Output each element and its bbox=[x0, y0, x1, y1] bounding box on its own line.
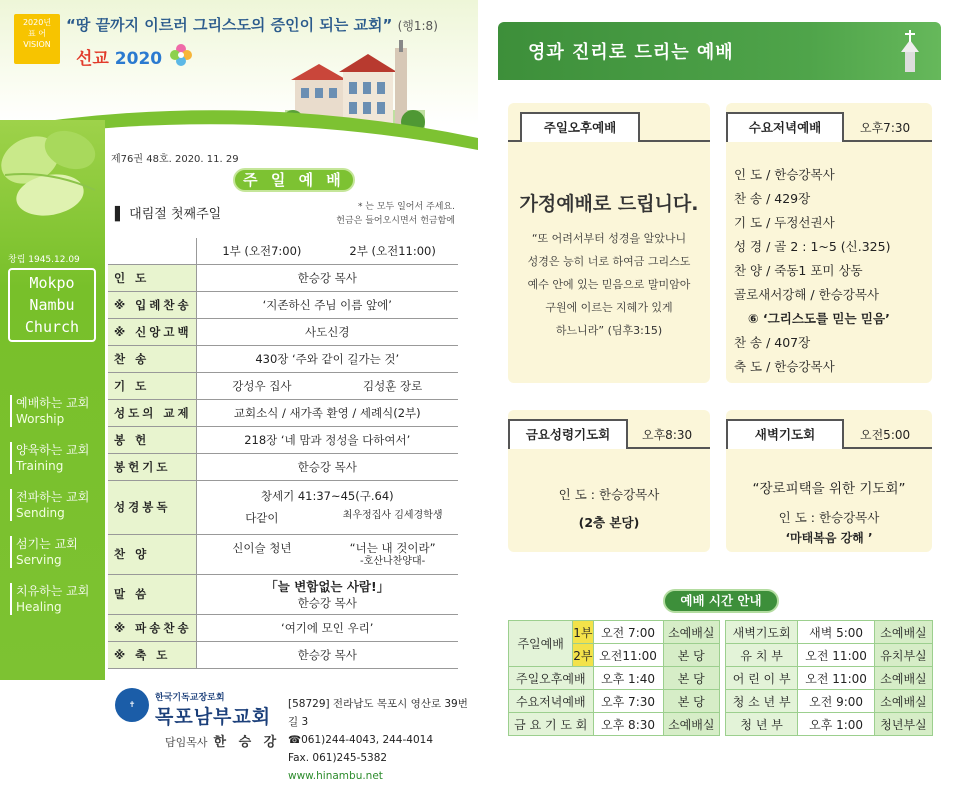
schedule-time: 오후 8:30 bbox=[593, 713, 663, 736]
order-label: 찬 송 bbox=[108, 345, 196, 372]
pastor-name: 한 승 강 bbox=[213, 735, 281, 750]
address: [58729] 전라남도 목포시 영산로 39번길 3 bbox=[288, 698, 468, 728]
schedule-time: 오전 11:00 bbox=[798, 644, 875, 667]
order-label: ※ 입례찬송 bbox=[108, 291, 196, 318]
fax: Fax. 061)245-5382 bbox=[288, 752, 388, 764]
schedule-service: 청 소 년 부 bbox=[726, 690, 798, 713]
order-row bbox=[108, 534, 458, 574]
order-value-first: 신이슬 청년 bbox=[232, 541, 292, 555]
order-row bbox=[108, 641, 458, 668]
schedule-time: 오전 7:00 bbox=[593, 621, 663, 644]
denomination-name: 한국기독교장로회 bbox=[155, 693, 225, 703]
card-time: 오전5:00 bbox=[860, 428, 911, 442]
schedule-service: 유 치 부 bbox=[726, 644, 798, 667]
motto-reference: (행1:8) bbox=[397, 19, 438, 33]
choir-info bbox=[327, 540, 458, 568]
schedule-place: 소예배실 bbox=[874, 621, 932, 644]
schedule-place: 본 당 bbox=[663, 690, 719, 713]
schedule-sub: 2부 bbox=[573, 644, 593, 667]
schedule-row bbox=[726, 713, 933, 736]
scripture-reference: 창세기 41:37~45(구.64) bbox=[260, 489, 394, 503]
schedule-row bbox=[509, 713, 720, 736]
website-link[interactable]: www.hinambu.net bbox=[288, 770, 383, 782]
vision-item-ko: 치유하는 교회 bbox=[16, 584, 90, 598]
order-value: 한승강 목사 bbox=[196, 641, 458, 668]
service-detail: 찬 양 / 죽동1 포미 상동 bbox=[734, 263, 863, 278]
schedule-service: 어 린 이 부 bbox=[726, 667, 798, 690]
mission-word: 선교 bbox=[76, 49, 109, 69]
second-service-col: 2부 (오전11:00) bbox=[349, 243, 436, 258]
service-detail: 성 경 / 골 2 : 1~5 (신.325) bbox=[734, 239, 891, 254]
banner-title: 영과 진리로 드리는 예배 bbox=[528, 42, 734, 63]
order-value: ‘지존하신 주님 이름 앞에’ bbox=[196, 291, 458, 318]
prayer-leader: 인 도 : 한승강목사 bbox=[778, 510, 880, 525]
order-label: 말 씀 bbox=[108, 574, 196, 614]
founded-date: 창립 1945.12.09 bbox=[8, 255, 80, 265]
order-label: 봉 헌 bbox=[108, 426, 196, 453]
mission-title bbox=[76, 42, 194, 69]
order-row bbox=[108, 345, 458, 372]
wednesday-evening-card bbox=[726, 103, 932, 383]
liturgical-week-text: 대림절 첫째주일 bbox=[129, 207, 222, 222]
order-value: 사도신경 bbox=[196, 318, 458, 345]
schedule-place: 소예배실 bbox=[874, 667, 932, 690]
schedule-row bbox=[509, 690, 720, 713]
order-row bbox=[108, 291, 458, 318]
vision-year: 2020년 bbox=[22, 18, 52, 27]
schedule-row bbox=[726, 621, 933, 644]
order-row bbox=[108, 318, 458, 345]
church-name: 목포남부교회 bbox=[155, 706, 272, 728]
vision-badge bbox=[14, 14, 60, 64]
vision-item-ko: 섬기는 교회 bbox=[16, 537, 78, 551]
schedule-place: 청년부실 bbox=[874, 713, 932, 736]
schedule-table-right bbox=[725, 620, 933, 736]
prayer-location: (2층 본당) bbox=[578, 515, 640, 530]
liturgical-week: ▌ 대림절 첫째주일 bbox=[115, 207, 222, 222]
order-label: ※ 파송찬송 bbox=[108, 614, 196, 641]
friday-prayer-card bbox=[508, 410, 710, 552]
service-detail: 기 도 / 두정선권사 bbox=[734, 215, 835, 230]
contact-info bbox=[288, 695, 478, 785]
home-worship-notice: 가정예배로 드립니다. bbox=[519, 193, 699, 215]
schedule-row bbox=[726, 667, 933, 690]
prayer-theme: “장로피택을 위한 기도회” bbox=[752, 481, 906, 497]
order-value: 교회소식 / 새가족 환영 / 세례식(2부) bbox=[196, 399, 458, 426]
service-detail: 골로새서강해 / 한승강목사 bbox=[734, 287, 879, 302]
schedule-sub: 1부 bbox=[573, 621, 593, 644]
vision-item-en: Serving bbox=[16, 553, 62, 567]
vision-label: 표 어 bbox=[28, 29, 46, 38]
order-value bbox=[196, 372, 458, 399]
anthem-title: “너는 내 것이라” bbox=[349, 541, 436, 555]
sermon-title: 「늘 변함없는 사람!」 bbox=[265, 579, 390, 594]
dawn-prayer-card bbox=[726, 410, 932, 552]
schedule-service: 청 년 부 bbox=[726, 713, 798, 736]
order-value-second: 최우정집사 김세경학생 bbox=[342, 510, 443, 521]
order-header-cols bbox=[196, 238, 458, 264]
standing-note bbox=[330, 200, 455, 228]
denomination-logo: ✝ bbox=[115, 688, 149, 722]
service-title: 주 일 예 배 bbox=[233, 168, 355, 192]
note-line: 헌금은 들어오시면서 헌금함에 bbox=[336, 216, 455, 226]
card-title: 금요성령기도회 bbox=[508, 419, 628, 449]
schedule-service: 주일오후예배 bbox=[509, 667, 594, 690]
verse-line: 예수 안에 있는 믿음으로 말미암아 bbox=[527, 278, 691, 291]
order-label: 찬 양 bbox=[108, 534, 196, 574]
order-value-first: 강성우 집사 bbox=[232, 378, 292, 393]
schedule-time: 오전 11:00 bbox=[798, 667, 875, 690]
order-value: 218장 ‘네 맘과 정성을 다하여서’ bbox=[196, 426, 458, 453]
order-header-blank bbox=[108, 238, 196, 264]
order-value-first: 다같이 bbox=[245, 511, 279, 525]
order-value: ‘여기에 모인 우리’ bbox=[196, 614, 458, 641]
vision-item-en: Worship bbox=[16, 412, 65, 426]
schedule-row bbox=[509, 667, 720, 690]
order-row bbox=[108, 399, 458, 426]
order-label: 인 도 bbox=[108, 264, 196, 291]
order-value bbox=[196, 574, 458, 614]
schedule-table-left bbox=[508, 620, 720, 736]
verse-line: “또 어려서부터 성경을 알았나니 bbox=[531, 232, 687, 245]
senior-pastor bbox=[165, 731, 280, 750]
vision-item-worship bbox=[10, 395, 102, 427]
church-name-line: Church bbox=[24, 318, 80, 336]
verse-line: 성경은 능히 너로 하여금 그리스도 bbox=[527, 255, 691, 268]
vision-item-healing bbox=[10, 583, 102, 615]
schedule-service: 주일예배 bbox=[509, 621, 573, 667]
schedule-place: 소예배실 bbox=[663, 713, 719, 736]
vision-item-ko: 전파하는 교회 bbox=[16, 490, 90, 504]
service-detail: 축 도 / 한승강목사 bbox=[734, 359, 835, 374]
order-row bbox=[108, 372, 458, 399]
first-service-col: 1부 (오전7:00) bbox=[222, 243, 302, 258]
leaves-decoration bbox=[0, 120, 105, 230]
vision-item-ko: 예배하는 교회 bbox=[16, 396, 90, 410]
verse-line: 하느니라” (딤후3:15) bbox=[555, 324, 663, 337]
bulletin-front-page bbox=[0, 0, 478, 782]
fax-and-web bbox=[288, 749, 478, 785]
issue-info: 제76권 48호. 2020. 11. 29 bbox=[111, 154, 239, 165]
verse-line: 구원에 이르는 지혜가 있게 bbox=[545, 301, 673, 314]
order-row bbox=[108, 480, 458, 534]
schedule-row bbox=[509, 621, 720, 644]
flower-icon bbox=[168, 42, 194, 68]
church-motto bbox=[66, 14, 438, 35]
choir-name: -호산나찬양대- bbox=[360, 556, 426, 567]
vision-item-training bbox=[10, 442, 102, 474]
order-value: 한승강 목사 bbox=[196, 453, 458, 480]
order-row bbox=[108, 426, 458, 453]
order-label: ※ 축 도 bbox=[108, 641, 196, 668]
church-steeple-icon bbox=[887, 28, 931, 74]
service-detail: 인 도 / 한승강목사 bbox=[734, 167, 835, 182]
bible-verse bbox=[516, 227, 702, 342]
card-title: 수요저녁예배 bbox=[726, 112, 844, 142]
schedule-place: 본 당 bbox=[663, 667, 719, 690]
vision-label-en: VISION bbox=[23, 40, 51, 49]
mission-year: 2020 bbox=[114, 49, 163, 69]
order-label: 성도의 교제 bbox=[108, 399, 196, 426]
schedule-title: 예배 시간 안내 bbox=[663, 589, 779, 613]
schedule-row bbox=[726, 690, 933, 713]
schedule-time: 오후 7:30 bbox=[593, 690, 663, 713]
schedule-row bbox=[726, 644, 933, 667]
card-title: 새벽기도회 bbox=[726, 419, 844, 449]
sunday-afternoon-card bbox=[508, 103, 710, 383]
order-value bbox=[196, 480, 458, 534]
order-value bbox=[196, 534, 458, 574]
vision-item-en: Healing bbox=[16, 600, 62, 614]
schedule-place: 소예배실 bbox=[663, 621, 719, 644]
sermon-title: ⑥ ‘그리스도를 믿는 믿음’ bbox=[748, 311, 890, 326]
vision-item-en: Sending bbox=[16, 506, 65, 520]
pastor-label: 담임목사 bbox=[165, 736, 208, 749]
schedule-place: 유치부실 bbox=[874, 644, 932, 667]
order-of-service bbox=[108, 238, 458, 669]
schedule-time: 오전 9:00 bbox=[798, 690, 875, 713]
order-label: 성경봉독 bbox=[108, 480, 196, 534]
order-label: 봉헌기도 bbox=[108, 453, 196, 480]
order-row bbox=[108, 264, 458, 291]
bulletin-back-page bbox=[480, 0, 959, 760]
schedule-time: 오후 1:00 bbox=[798, 713, 875, 736]
card-time: 오후8:30 bbox=[642, 428, 693, 442]
telephone: ☎061)244-4043, 244-4014 bbox=[288, 734, 433, 746]
schedule-service: 새벽기도회 bbox=[726, 621, 798, 644]
order-label: 기 도 bbox=[108, 372, 196, 399]
schedule-place: 본 당 bbox=[663, 644, 719, 667]
section-banner bbox=[498, 22, 941, 80]
vision-item-en: Training bbox=[16, 459, 64, 473]
vision-item-serving bbox=[10, 536, 102, 568]
schedule-time: 오후 1:40 bbox=[593, 667, 663, 690]
order-label: ※ 신앙고백 bbox=[108, 318, 196, 345]
service-detail: 찬 송 / 407장 bbox=[734, 335, 811, 350]
card-time: 오후7:30 bbox=[860, 121, 911, 135]
order-value: 430장 ‘주와 같이 길가는 것’ bbox=[196, 345, 458, 372]
order-row bbox=[108, 614, 458, 641]
church-name-badge bbox=[8, 268, 96, 342]
schedule-service: 금 요 기 도 회 bbox=[509, 713, 594, 736]
church-name-line: Mokpo bbox=[29, 274, 75, 292]
schedule-time: 새벽 5:00 bbox=[798, 621, 875, 644]
church-name-line: Nambu bbox=[29, 296, 75, 314]
prayer-series: ‘마태복음 강해 ’ bbox=[785, 531, 873, 545]
motto-text: “땅 끝까지 이르러 그리스도의 증인이 되는 교회” bbox=[66, 16, 393, 34]
prayer-leader: 인 도 : 한승강목사 bbox=[558, 487, 660, 502]
order-row bbox=[108, 453, 458, 480]
order-value-second: 김성훈 장로 bbox=[363, 378, 423, 393]
vision-item-sending bbox=[10, 489, 102, 521]
order-header-row bbox=[108, 238, 458, 264]
card-title: 주일오후예배 bbox=[520, 112, 640, 142]
order-value: 한승강 목사 bbox=[196, 264, 458, 291]
schedule-time: 오전11:00 bbox=[593, 644, 663, 667]
vision-item-ko: 양육하는 교회 bbox=[16, 443, 90, 457]
preacher: 한승강 목사 bbox=[297, 596, 357, 610]
service-detail: 찬 송 / 429장 bbox=[734, 191, 811, 206]
note-line: * 는 모두 일어서 주세요. bbox=[357, 202, 455, 212]
schedule-service: 수요저녁예배 bbox=[509, 690, 594, 713]
order-row bbox=[108, 574, 458, 614]
schedule-place: 소예배실 bbox=[874, 690, 932, 713]
